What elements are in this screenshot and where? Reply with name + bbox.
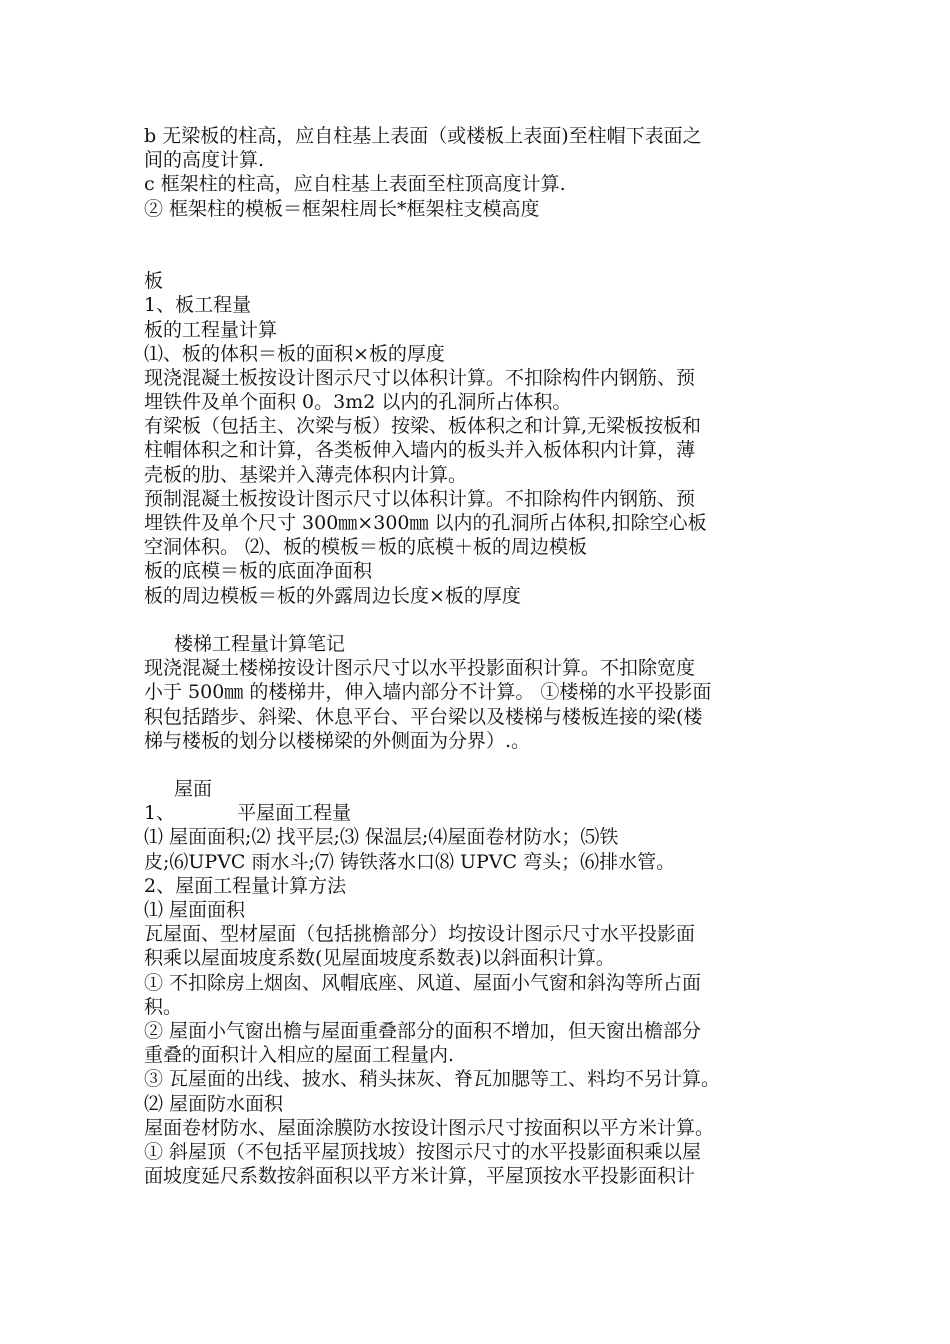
section-heading-slab: 板	[144, 270, 164, 293]
text-line: b 无梁板的柱高，应自柱基上表面（或楼板上表面)至柱帽下表面之	[144, 125, 702, 147]
text-line: c 框架柱的柱高，应自柱基上表面至柱顶高度计算.	[144, 173, 566, 196]
text-line: 屋面卷材防水、屋面涂膜防水按设计图示尺寸按面积以平方米计算。	[144, 1116, 715, 1139]
text-line: 梯与楼板的划分以楼梯梁的外侧面为分界）.。	[144, 729, 531, 752]
text-line: 板的底模＝板的底面净面积	[144, 560, 373, 583]
text-line: 小于 500㎜ 的楼梯井，伸入墙内部分不计算。 ①楼梯的水平投影面	[144, 681, 712, 704]
text-line: ⑴ 屋面面积;⑵ 找平层;⑶ 保温层;⑷屋面卷材防水；⑸铁	[144, 826, 619, 849]
item-title: 平屋面工程量	[237, 802, 352, 825]
text-line: 皮;⑹UPVC 雨水斗;⑺ 铸铁落水口⑻ UPVC 弯头；⑹排水管。	[144, 850, 676, 873]
text-line: 积包括踏步、斜梁、休息平台、平台梁以及楼梯与楼板连接的梁(楼	[144, 705, 703, 728]
text-line: 空洞体积。 ⑵、板的模板＝板的底模＋板的周边模板	[144, 536, 588, 559]
text-line	[144, 801, 824, 825]
blank-space	[144, 608, 824, 632]
text-line: ② 框架柱的模板＝框架柱周长*框架柱支模高度	[144, 197, 540, 220]
text-line: ② 屋面小气窗出檐与屋面重叠部分的面积不增加，但天窗出檐部分	[144, 1019, 702, 1042]
section-heading-roof: 屋面	[174, 778, 213, 801]
text-line: 间的高度计算.	[144, 149, 265, 172]
text-line: 柱帽体积之和计算，各类板伸入墙内的板头并入板体积内计算，薄	[144, 439, 696, 462]
item-number: 1、	[144, 802, 176, 825]
text-line: ⑵ 屋面防水面积	[144, 1092, 284, 1115]
text-line: 现浇混凝土楼梯按设计图示尺寸以水平投影面积计算。不扣除宽度	[144, 657, 696, 680]
text-line: 1、板工程量	[144, 294, 252, 317]
text-line: 2、屋面工程量计算方法	[144, 874, 347, 897]
text-line: 板的工程量计算	[144, 318, 278, 341]
text-line: ⑴、板的体积＝板的面积×板的厚度	[144, 342, 445, 365]
text-line: 板的周边模板＝板的外露周边长度×板的厚度	[144, 584, 521, 607]
blank-space	[144, 221, 824, 269]
text-line: 重叠的面积计入相应的屋面工程量内.	[144, 1044, 455, 1067]
text-line: 面坡度延尺系数按斜面积以平方米计算，平屋顶按水平投影面积计	[144, 1165, 696, 1188]
text-line: 积。	[144, 995, 183, 1018]
text-line: ① 斜屋顶（不包括平屋顶找坡）按图示尺寸的水平投影面积乘以屋	[144, 1140, 702, 1163]
section-heading-stairs: 楼梯工程量计算笔记	[174, 632, 346, 655]
text-line: 现浇混凝土板按设计图示尺寸以体积计算。不扣除构件内钢筋、预	[144, 366, 696, 389]
text-line: ① 不扣除房上烟囱、风帽底座、风道、屋面小气窗和斜沟等所占面	[144, 971, 702, 994]
text-line: ③ 瓦屋面的出线、披水、稍头抹灰、脊瓦加腮等工、料均不另计算。	[144, 1068, 721, 1091]
blank-space	[144, 753, 824, 777]
text-line: 埋铁件及单个尺寸 300㎜×300㎜ 以内的孔洞所占体积,扣除空心板	[144, 512, 707, 535]
text-line: ⑴ 屋面面积	[144, 899, 246, 922]
document-page	[144, 124, 824, 1188]
text-line: 预制混凝土板按设计图示尺寸以体积计算。不扣除构件内钢筋、预	[144, 487, 696, 510]
text-line: 积乘以屋面坡度系数(见屋面坡度系数表)以斜面积计算。	[144, 947, 615, 970]
text-line: 有梁板（包括主、次梁与板）按梁、板体积之和计算,无梁板按板和	[144, 415, 702, 438]
text-line: 埋铁件及单个面积 0。3m2 以内的孔洞所占体积。	[144, 391, 572, 414]
text-line: 壳板的肋、基梁并入薄壳体积内计算。	[144, 463, 468, 486]
text-line: 瓦屋面、型材屋面（包括挑檐部分）均按设计图示尺寸水平投影面	[144, 923, 696, 946]
